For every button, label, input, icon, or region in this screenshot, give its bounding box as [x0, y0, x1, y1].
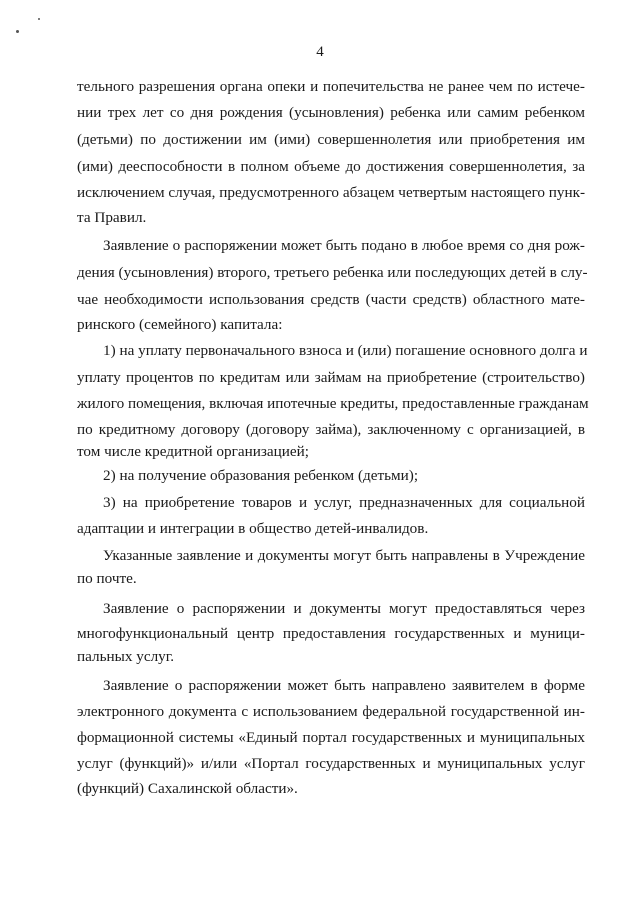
- text-line: дения (усыновления) второго, третьего ребенка или последующих детей в слу-: [77, 264, 588, 281]
- text-line: услуг (функций)» и/или «Портал государственных и муниципальных услуг: [77, 755, 585, 772]
- text-line: жилого помещения, включая ипотечные кредиты, предоставленные гражданам: [77, 395, 589, 412]
- text-line: формационной системы «Единый портал государственных и муниципальных: [77, 729, 585, 746]
- text-line: (ими) дееспособности в полном объеме до достижения совершеннолетия, за: [77, 158, 585, 175]
- text-line: нии трех лет со дня рождения (усыновления) ребенка или самим ребенком: [77, 104, 585, 121]
- scan-speck: [38, 18, 40, 20]
- text-line: 3) на приобретение товаров и услуг, предназначенных для социальной: [103, 494, 585, 511]
- text-line: (функций) Сахалинской области».: [77, 780, 298, 797]
- text-line: 2) на получение образования ребенком (детьми);: [103, 467, 419, 484]
- text-line: уплату процентов по кредитам или займам на приобретение (строительство): [77, 369, 585, 386]
- text-line: чае необходимости использования средств (части средств) областного мате-: [77, 291, 585, 308]
- text-line: пальных услуг.: [77, 648, 175, 665]
- text-line: по кредитному договору (договору займа), заключенному с организацией, в: [77, 421, 585, 438]
- text-line: Заявление о распоряжении может быть подано в любое время со дня рож-: [103, 237, 585, 254]
- text-line: многофункциональный центр предоставления государственных и муници-: [77, 625, 585, 642]
- text-line: по почте.: [77, 570, 137, 587]
- page-number: 4: [316, 44, 324, 60]
- text-line: тельного разрешения органа опеки и попечительства не ранее чем по истече-: [77, 78, 585, 95]
- text-line: (детьми) по достижении им (ими) совершеннолетия или приобретения им: [77, 131, 585, 148]
- text-line: ринского (семейного) капитала:: [77, 316, 283, 333]
- text-line: Указанные заявление и документы могут быть направлены в Учреждение: [103, 547, 585, 564]
- text-line: 1) на уплату первоначального взноса и (или) погашение основного долга и: [103, 342, 588, 359]
- text-line: Заявление о распоряжении может быть направлено заявителем в форме: [103, 677, 585, 694]
- text-line: исключением случая, предусмотренного абзацем четвертым настоящего пунк-: [77, 184, 586, 201]
- text-line: та Правил.: [77, 209, 147, 226]
- text-line: адаптации и интеграции в общество детей-инвалидов.: [77, 520, 429, 537]
- text-line: электронного документа с использованием федеральной государственной ин-: [77, 703, 585, 720]
- scan-speck: [16, 30, 19, 33]
- text-line: том числе кредитной организацией;: [77, 443, 309, 460]
- text-line: Заявление о распоряжении и документы могут предоставляться через: [103, 600, 585, 617]
